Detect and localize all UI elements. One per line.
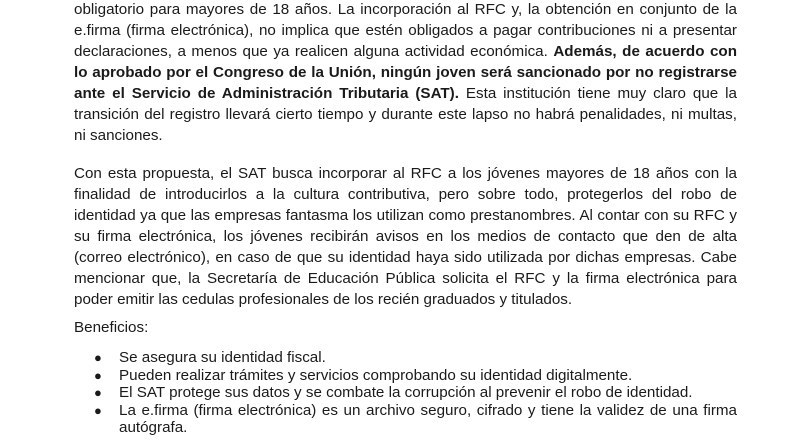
benefits-list: [74, 349, 737, 437]
bullet-icon: ●: [94, 350, 102, 365]
paragraph-sat-proposal: Con esta propuesta, el SAT busca incorporar al RFC a los jóvenes mayores de 18 años con la finalidad de introducirlos a la cultura contributiva, pero sobre todo, protegerlos del robo de identidad ya que las empresas fantasma los utilizan como prestanombres. Al contar con su RFC y su firma electrónica, los jóvenes recibirán avisos en los medios de contacto que den de alta (correo electrónico), en caso de que su identidad haya sido utilizada por dichas empresas. Cabe mencionar que, la Secretaría de Educación Pública solicita el RFC y la firma electrónica para poder emitir las cedulas profesionales de los recién graduados y titulados.: [74, 165, 737, 308]
list-item: [74, 349, 737, 367]
paragraph-1-text-b: Esta institución tiene muy claro que la transición del registro llevará cierto tiempo y durante este lapso no habrá penalidades, ni multas, ni sanciones.: [74, 85, 737, 144]
paragraph-1-bold-statement: Además, de acuerdo con lo aprobado por el Congreso de la Unión, ningún joven será sancionado por no registrarse ante el Servicio de Administración Tributaria (SAT).: [74, 43, 737, 102]
list-item: [74, 384, 737, 402]
list-item-text: El SAT protege sus datos y se combate la corrupción al prevenir el robo de identidad.: [119, 384, 693, 402]
bullet-icon: ●: [94, 385, 102, 401]
list-item-text: La e.firma (firma electrónica) es un archivo seguro, cifrado y tiene la validez de una firma autógrafa.: [119, 401, 737, 437]
list-item-text: Pueden realizar trámites y servicios comprobando su identidad digitalmente.: [119, 366, 633, 384]
bullet-icon: ●: [94, 402, 102, 418]
bullet-icon: ●: [94, 367, 102, 383]
list-item: [74, 402, 737, 437]
list-item-text: Se asegura su identidad fiscal.: [119, 349, 326, 366]
paragraph-registration-obligation: [74, 0, 737, 146]
benefits-heading: Beneficios:: [74, 319, 149, 336]
list-item: [74, 367, 737, 385]
paragraph-1-text-a: obligatorio para mayores de 18 años. La incorporación al RFC y, la obtención en conjunto de la e.firma (firma electrónica), no implica que estén obligados a pagar contribuciones ni a presentar declaraciones, a menos que ya realicen alguna actividad económica.: [74, 1, 737, 60]
